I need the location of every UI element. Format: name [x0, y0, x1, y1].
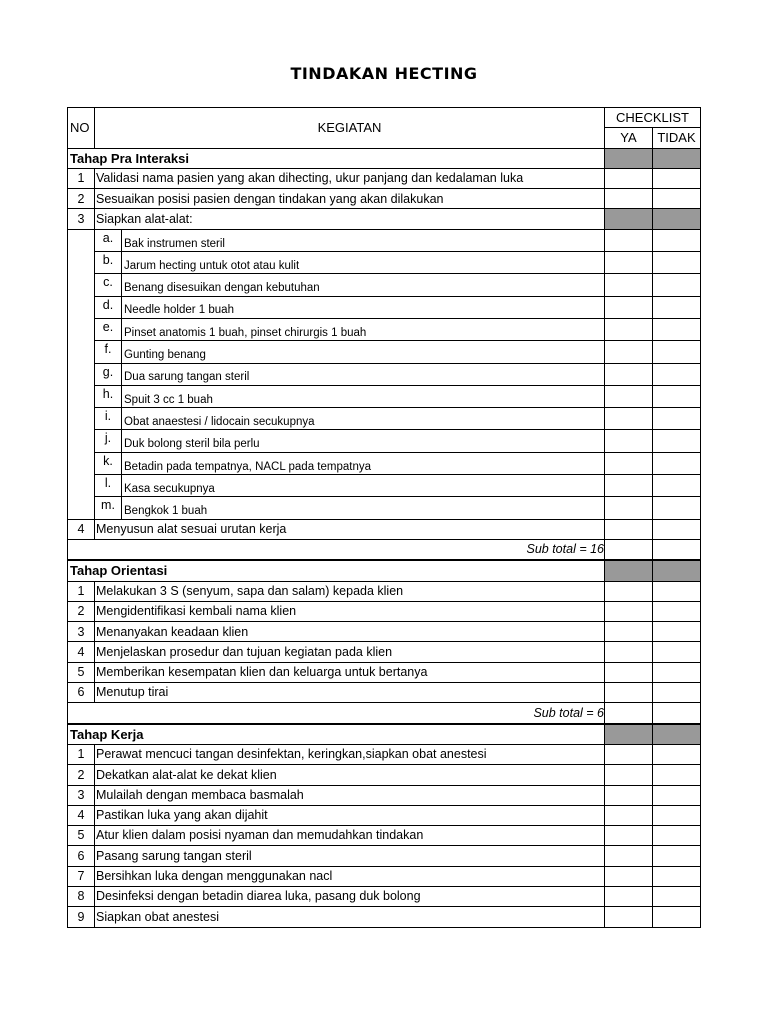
header-tidak: TIDAK: [653, 128, 701, 148]
row-activity: Melakukan 3 S (senyum, sapa dan salam) kepada klien: [95, 581, 605, 601]
checklist-subrow: [68, 452, 701, 474]
checklist-row: [68, 866, 701, 886]
checklist-subrow: [68, 229, 701, 251]
checklist-row: [68, 189, 701, 209]
row-ya-checkbox[interactable]: [605, 209, 653, 229]
subrow-ya-checkbox[interactable]: [605, 252, 653, 274]
row-tidak-checkbox[interactable]: [653, 642, 701, 662]
checklist-row: [68, 886, 701, 906]
subrow-letter: m.: [95, 497, 122, 519]
subtotal-ya-checkbox[interactable]: [605, 539, 653, 560]
section-title: Tahap Kerja: [68, 724, 605, 745]
subrow-tidak-checkbox[interactable]: [653, 252, 701, 274]
row-ya-checkbox[interactable]: [605, 785, 653, 805]
section-title: Tahap Orientasi: [68, 560, 605, 581]
row-tidak-checkbox[interactable]: [653, 785, 701, 805]
section-header-ya-checkbox[interactable]: [605, 560, 653, 581]
subrow-indent: [68, 497, 95, 519]
row-tidak-checkbox[interactable]: [653, 209, 701, 229]
subrow-ya-checkbox[interactable]: [605, 341, 653, 363]
row-number: 3: [68, 785, 95, 805]
row-tidak-checkbox[interactable]: [653, 683, 701, 703]
row-activity: Menanyakan keadaan klien: [95, 622, 605, 642]
checklist-row: [68, 581, 701, 601]
row-ya-checkbox[interactable]: [605, 907, 653, 927]
subrow-activity: Spuit 3 cc 1 buah: [122, 385, 605, 407]
section-header-row: [68, 724, 701, 745]
checklist-subrow: [68, 363, 701, 385]
checklist-row: [68, 601, 701, 621]
subrow-letter: g.: [95, 363, 122, 385]
subtotal-row: [68, 703, 701, 724]
section-header-row: [68, 560, 701, 581]
row-ya-checkbox[interactable]: [605, 805, 653, 825]
subrow-tidak-checkbox[interactable]: [653, 385, 701, 407]
row-ya-checkbox[interactable]: [605, 846, 653, 866]
row-activity: Dekatkan alat-alat ke dekat klien: [95, 765, 605, 785]
subrow-ya-checkbox[interactable]: [605, 229, 653, 251]
row-activity: Atur klien dalam posisi nyaman dan memudahkan tindakan: [95, 826, 605, 846]
row-number: 1: [68, 744, 95, 764]
checklist-subrow: [68, 475, 701, 497]
subrow-indent: [68, 229, 95, 251]
header-no: NO: [68, 108, 95, 149]
subtotal-row: [68, 539, 701, 560]
checklist-row: [68, 907, 701, 927]
row-activity: Menyusun alat sesuai urutan kerja: [95, 519, 605, 539]
subrow-letter: e.: [95, 318, 122, 340]
subrow-activity: Pinset anatomis 1 buah, pinset chirurgis 1 buah: [122, 318, 605, 340]
subrow-activity: Needle holder 1 buah: [122, 296, 605, 318]
subrow-indent: [68, 363, 95, 385]
row-activity: Menjelaskan prosedur dan tujuan kegiatan pada klien: [95, 642, 605, 662]
subrow-activity: Kasa secukupnya: [122, 475, 605, 497]
checklist-row: [68, 744, 701, 764]
subrow-ya-checkbox[interactable]: [605, 408, 653, 430]
subrow-ya-checkbox[interactable]: [605, 318, 653, 340]
row-activity: Mulailah dengan membaca basmalah: [95, 785, 605, 805]
checklist-row: [68, 846, 701, 866]
subrow-activity: Jarum hecting untuk otot atau kulit: [122, 252, 605, 274]
subrow-letter: l.: [95, 475, 122, 497]
subrow-indent: [68, 318, 95, 340]
row-number: 6: [68, 683, 95, 703]
row-number: 7: [68, 866, 95, 886]
row-number: 4: [68, 642, 95, 662]
subrow-activity: Obat anaestesi / lidocain secukupnya: [122, 408, 605, 430]
row-ya-checkbox[interactable]: [605, 765, 653, 785]
subrow-letter: h.: [95, 385, 122, 407]
subrow-ya-checkbox[interactable]: [605, 452, 653, 474]
subrow-tidak-checkbox[interactable]: [653, 229, 701, 251]
checklist-subrow: [68, 385, 701, 407]
subrow-tidak-checkbox[interactable]: [653, 452, 701, 474]
checklist-row: [68, 168, 701, 188]
subrow-tidak-checkbox[interactable]: [653, 296, 701, 318]
subtotal-label: Sub total = 16: [68, 539, 605, 560]
row-tidak-checkbox[interactable]: [653, 519, 701, 539]
subrow-ya-checkbox[interactable]: [605, 363, 653, 385]
subrow-tidak-checkbox[interactable]: [653, 274, 701, 296]
subrow-activity: Dua sarung tangan steril: [122, 363, 605, 385]
row-activity: Memberikan kesempatan klien dan keluarga untuk bertanya: [95, 662, 605, 682]
subtotal-label: Sub total = 6: [68, 703, 605, 724]
checklist-row: [68, 765, 701, 785]
subrow-indent: [68, 274, 95, 296]
row-number: 6: [68, 846, 95, 866]
row-number: 4: [68, 805, 95, 825]
row-number: 2: [68, 601, 95, 621]
section-title: Tahap Pra Interaksi: [68, 148, 605, 168]
row-number: 2: [68, 189, 95, 209]
row-activity: Bersihkan luka dengan menggunakan nacl: [95, 866, 605, 886]
row-number: 5: [68, 826, 95, 846]
row-activity: Validasi nama pasien yang akan dihecting, ukur panjang dan kedalaman luka: [95, 168, 605, 188]
row-activity: Siapkan alat-alat:: [95, 209, 605, 229]
subrow-tidak-checkbox[interactable]: [653, 475, 701, 497]
header-row-1: [68, 108, 701, 128]
row-ya-checkbox[interactable]: [605, 168, 653, 188]
row-ya-checkbox[interactable]: [605, 642, 653, 662]
subrow-indent: [68, 296, 95, 318]
row-tidak-checkbox[interactable]: [653, 805, 701, 825]
page-title: TINDAKAN HECTING: [290, 64, 478, 83]
header-ya: YA: [605, 128, 653, 148]
row-number: 1: [68, 581, 95, 601]
header-kegiatan: KEGIATAN: [95, 108, 605, 149]
row-tidak-checkbox[interactable]: [653, 846, 701, 866]
subrow-indent: [68, 452, 95, 474]
subrow-ya-checkbox[interactable]: [605, 274, 653, 296]
subrow-letter: k.: [95, 452, 122, 474]
row-number: 3: [68, 622, 95, 642]
row-number: 5: [68, 662, 95, 682]
checklist-sheet: [67, 107, 701, 928]
subtotal-tidak-checkbox[interactable]: [653, 539, 701, 560]
row-activity: Mengidentifikasi kembali nama klien: [95, 601, 605, 621]
subrow-indent: [68, 341, 95, 363]
row-activity: Menutup tirai: [95, 683, 605, 703]
row-activity: Pastikan luka yang akan dijahit: [95, 805, 605, 825]
checklist-subrow: [68, 274, 701, 296]
checklist-row: [68, 826, 701, 846]
row-ya-checkbox[interactable]: [605, 581, 653, 601]
section-header-tidak-checkbox[interactable]: [653, 148, 701, 168]
row-number: 3: [68, 209, 95, 229]
subrow-letter: j.: [95, 430, 122, 452]
section-header-tidak-checkbox[interactable]: [653, 724, 701, 745]
subrow-letter: i.: [95, 408, 122, 430]
row-number: 8: [68, 886, 95, 906]
subrow-tidak-checkbox[interactable]: [653, 408, 701, 430]
checklist-row: [68, 683, 701, 703]
subrow-activity: Duk bolong steril bila perlu: [122, 430, 605, 452]
subtotal-ya-checkbox[interactable]: [605, 703, 653, 724]
row-ya-checkbox[interactable]: [605, 189, 653, 209]
subrow-indent: [68, 385, 95, 407]
subrow-letter: d.: [95, 296, 122, 318]
checklist-row: [68, 519, 701, 539]
subrow-activity: Betadin pada tempatnya, NACL pada tempatnya: [122, 452, 605, 474]
section-header-ya-checkbox[interactable]: [605, 724, 653, 745]
row-tidak-checkbox[interactable]: [653, 581, 701, 601]
row-ya-checkbox[interactable]: [605, 826, 653, 846]
subrow-ya-checkbox[interactable]: [605, 475, 653, 497]
row-tidak-checkbox[interactable]: [653, 189, 701, 209]
subrow-letter: c.: [95, 274, 122, 296]
row-activity: Desinfeksi dengan betadin diarea luka, pasang duk bolong: [95, 886, 605, 906]
row-tidak-checkbox[interactable]: [653, 886, 701, 906]
row-number: 4: [68, 519, 95, 539]
checklist-subrow: [68, 341, 701, 363]
row-number: 2: [68, 765, 95, 785]
row-ya-checkbox[interactable]: [605, 866, 653, 886]
checklist-table: [67, 107, 701, 928]
subrow-indent: [68, 475, 95, 497]
subrow-tidak-checkbox[interactable]: [653, 363, 701, 385]
row-ya-checkbox[interactable]: [605, 622, 653, 642]
row-number: 9: [68, 907, 95, 927]
section-header-ya-checkbox[interactable]: [605, 148, 653, 168]
subrow-tidak-checkbox[interactable]: [653, 318, 701, 340]
subrow-letter: b.: [95, 252, 122, 274]
subrow-ya-checkbox[interactable]: [605, 385, 653, 407]
checklist-row: [68, 209, 701, 229]
checklist-row: [68, 622, 701, 642]
subrow-letter: f.: [95, 341, 122, 363]
row-ya-checkbox[interactable]: [605, 519, 653, 539]
subrow-activity: Gunting benang: [122, 341, 605, 363]
row-tidak-checkbox[interactable]: [653, 601, 701, 621]
checklist-subrow: [68, 296, 701, 318]
subrow-ya-checkbox[interactable]: [605, 497, 653, 519]
subrow-activity: Bak instrumen steril: [122, 229, 605, 251]
subrow-ya-checkbox[interactable]: [605, 430, 653, 452]
subrow-indent: [68, 408, 95, 430]
checklist-row: [68, 785, 701, 805]
checklist-row: [68, 642, 701, 662]
row-tidak-checkbox[interactable]: [653, 168, 701, 188]
row-number: 1: [68, 168, 95, 188]
row-activity: Perawat mencuci tangan desinfektan, keringkan,siapkan obat anestesi: [95, 744, 605, 764]
checklist-row: [68, 805, 701, 825]
row-ya-checkbox[interactable]: [605, 662, 653, 682]
row-ya-checkbox[interactable]: [605, 744, 653, 764]
row-ya-checkbox[interactable]: [605, 683, 653, 703]
checklist-subrow: [68, 318, 701, 340]
row-ya-checkbox[interactable]: [605, 886, 653, 906]
subrow-tidak-checkbox[interactable]: [653, 430, 701, 452]
subrow-indent: [68, 252, 95, 274]
row-tidak-checkbox[interactable]: [653, 662, 701, 682]
row-tidak-checkbox[interactable]: [653, 744, 701, 764]
checklist-subrow: [68, 497, 701, 519]
row-tidak-checkbox[interactable]: [653, 866, 701, 886]
row-activity: Siapkan obat anestesi: [95, 907, 605, 927]
subtotal-tidak-checkbox[interactable]: [653, 703, 701, 724]
checklist-subrow: [68, 408, 701, 430]
subrow-ya-checkbox[interactable]: [605, 296, 653, 318]
subrow-activity: Benang disesuikan dengan kebutuhan: [122, 274, 605, 296]
subrow-tidak-checkbox[interactable]: [653, 497, 701, 519]
section-header-tidak-checkbox[interactable]: [653, 560, 701, 581]
row-activity: Pasang sarung tangan steril: [95, 846, 605, 866]
row-tidak-checkbox[interactable]: [653, 622, 701, 642]
row-tidak-checkbox[interactable]: [653, 826, 701, 846]
row-tidak-checkbox[interactable]: [653, 907, 701, 927]
subrow-tidak-checkbox[interactable]: [653, 341, 701, 363]
section-header-row: [68, 148, 701, 168]
checklist-row: [68, 662, 701, 682]
subrow-indent: [68, 430, 95, 452]
header-checklist: CHECKLIST: [605, 108, 701, 128]
row-activity: Sesuaikan posisi pasien dengan tindakan yang akan dilakukan: [95, 189, 605, 209]
checklist-subrow: [68, 252, 701, 274]
checklist-subrow: [68, 430, 701, 452]
row-ya-checkbox[interactable]: [605, 601, 653, 621]
subrow-letter: a.: [95, 229, 122, 251]
subrow-activity: Bengkok 1 buah: [122, 497, 605, 519]
row-tidak-checkbox[interactable]: [653, 765, 701, 785]
